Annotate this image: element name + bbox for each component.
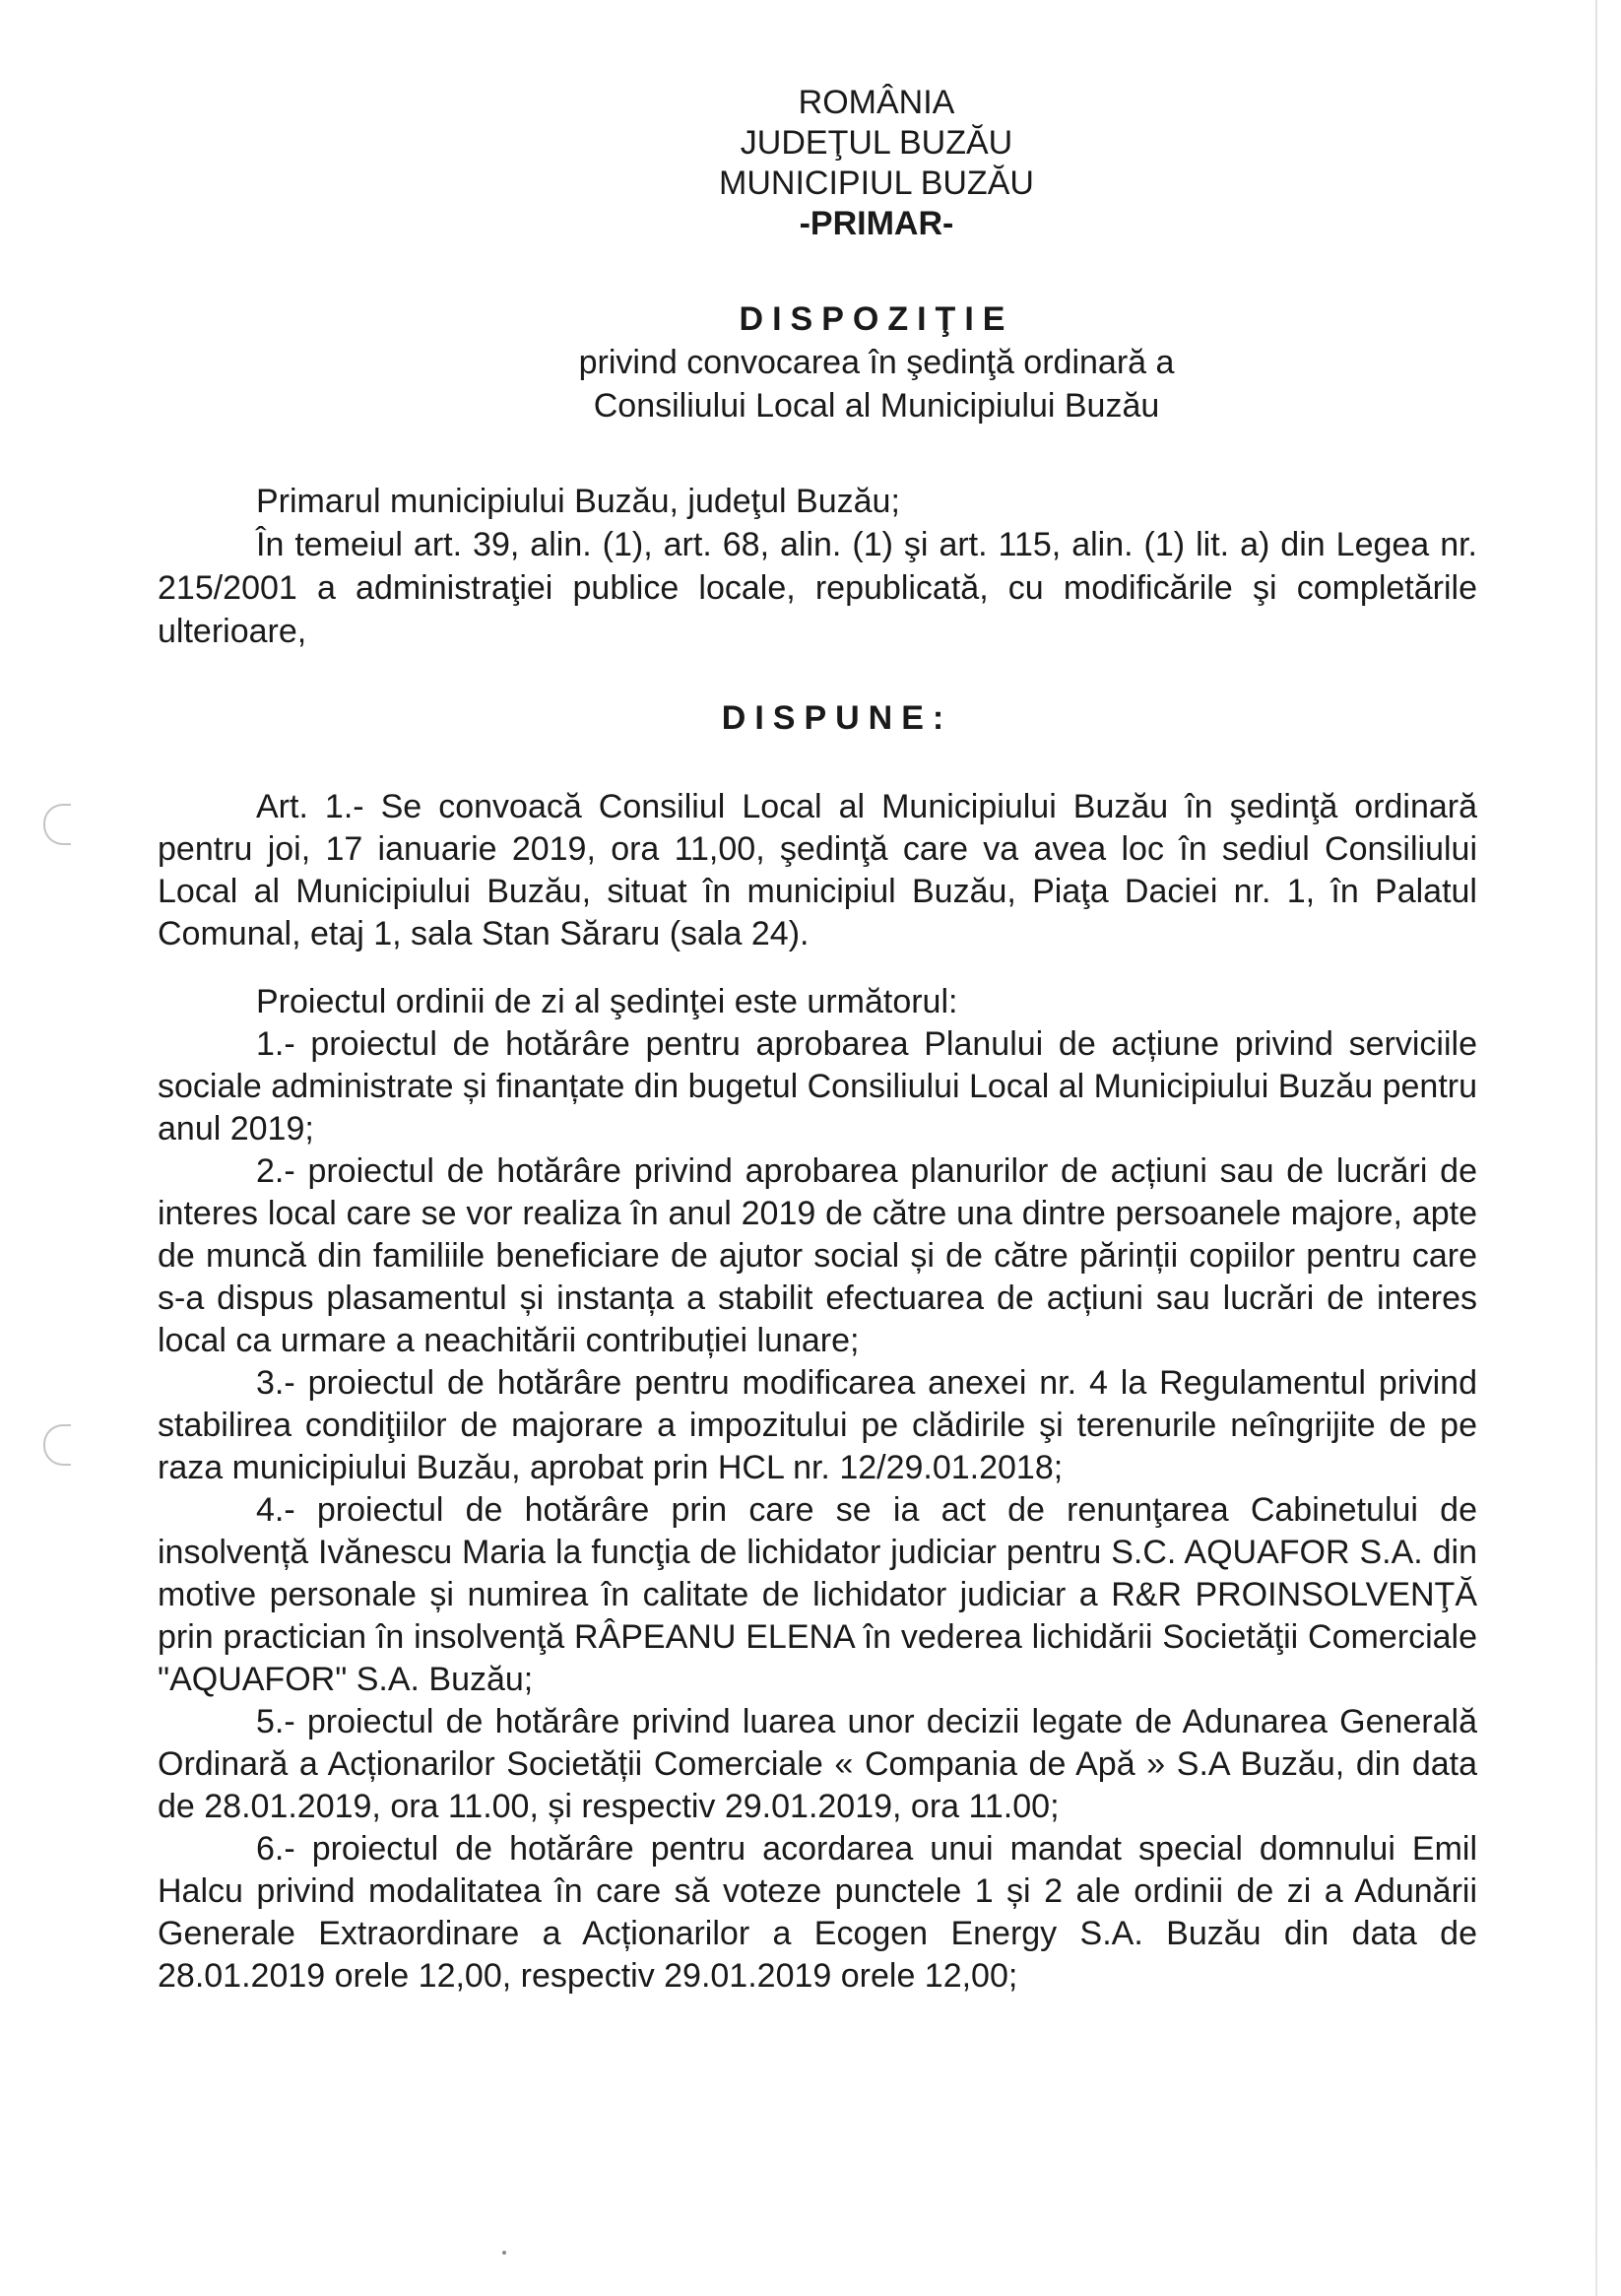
- header-country: ROMÂNIA: [798, 84, 955, 121]
- agenda-item: 5.- proiectul de hotărâre privind luarea unor decizii legate de Adunarea Generală Ordinară a Acționarilor Societății Comerciale « Compania de Apă » S.A Buzău, din data de 28.01.2019, ora 11.00, și respectiv 29.01.2019, ora 11.00;: [158, 1703, 1477, 1825]
- agenda-item: 3.- proiectul de hotărâre pentru modificarea anexei nr. 4 la Regulamentul privind stabilirea condiţiilor de majorare a impozitului pe clădirile şi terenurile neîngrijite de pe raza municipiului Buzău, aprobat prin HCL nr. 12/29.01.2018;: [158, 1364, 1477, 1486]
- agenda-item: 6.- proiectul de hotărâre pentru acordarea unui mandat special domnului Emil Halcu privind modalitatea în care să voteze punctele 1 și 2 ale ordinii de zi a Adunării Generale Extraordinare a Acționarilor a Ecogen Energy S.A. Buzău din data de 28.01.2019 orele 12,00, respectiv 29.01.2019 orele 12,00;: [158, 1830, 1477, 1995]
- document-subtitle-line1: privind convocarea în şedinţă ordinară a: [578, 344, 1175, 381]
- agenda-intro: Proiectul ordinii de zi al şedinţei este următorul:: [256, 983, 958, 1020]
- document-header: [0, 83, 1621, 244]
- document-title-block: [0, 297, 1621, 427]
- header-municipality: MUNICIPIUL BUZĂU: [719, 164, 1034, 202]
- document-body: [158, 786, 1477, 1998]
- header-office: -PRIMAR-: [799, 205, 954, 242]
- document-subtitle-line2: Consiliului Local al Municipiului Buzău: [593, 387, 1160, 425]
- intro-issuer: Primarul municipiului Buzău, judeţul Buzău;: [256, 483, 900, 520]
- document-title: DISPOZIŢIE: [739, 300, 1014, 338]
- agenda-item: 4.- proiectul de hotărâre prin care se ia act de renunţarea Cabinetului de insolvență Ivănescu Maria la funcţia de lichidator judiciar pentru S.C. AQUAFOR S.A. din motive personale și numirea în calitate de lichidator judiciar a R&R PROINSOLVENŢĂ prin practician în insolvenţă RÂPEANU ELENA în vederea lichidării Societăţii Comerciale "AQUAFOR" S.A. Buzău;: [158, 1491, 1477, 1698]
- agenda-item: 2.- proiectul de hotărâre privind aprobarea planurilor de acțiuni sau de lucrări de interes local care se vor realiza în anul 2019 de către una dintre persoanele majore, apte de muncă din familiile beneficiare de ajutor social și de către părinții copiilor pentru care s-a dispus plasamentul și instanța a stabilit efectuarea de acțiuni sau lucrări de interes local ca urmare a neachitării contribuției lunare;: [158, 1152, 1477, 1359]
- dispune-section: [0, 699, 1621, 738]
- punch-hole-mark: [43, 804, 71, 845]
- intro-section: [158, 480, 1477, 653]
- scan-dot-mark: [502, 2251, 506, 2255]
- punch-hole-mark: [43, 1424, 71, 1466]
- header-county: JUDEŢUL BUZĂU: [740, 124, 1013, 162]
- intro-legal-basis: În temeiul art. 39, alin. (1), art. 68, alin. (1) şi art. 115, alin. (1) lit. a) din Legea nr. 215/2001 a administraţiei publice locale, republicată, cu modificările şi completările ulterioare,: [158, 526, 1477, 650]
- agenda-item: 1.- proiectul de hotărâre pentru aprobarea Planului de acțiune privind serviciile sociale administrate și finanțate din bugetul Consiliului Local al Municipiului Buzău pentru anul 2019;: [158, 1025, 1477, 1148]
- dispune-title: DISPUNE:: [721, 699, 953, 737]
- article-1: Art. 1.- Se convoacă Consiliul Local al Municipiului Buzău în şedinţă ordinară pentru joi, 17 ianuarie 2019, ora 11,00, şedinţă care va avea loc în sediul Consiliului Local al Municipiului Buzău, situat în municipiul Buzău, Piaţa Daciei nr. 1, în Palatul Comunal, etaj 1, sala Stan Săraru (sala 24).: [158, 788, 1477, 952]
